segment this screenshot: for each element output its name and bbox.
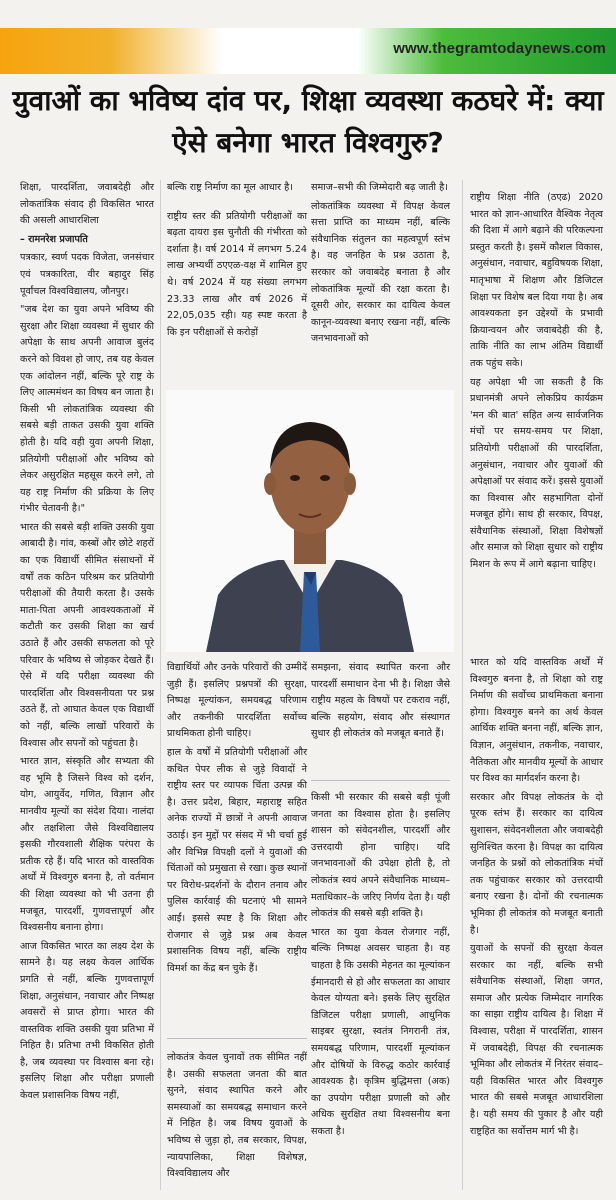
paragraph: राष्ट्रीय स्तर की प्रतियोगी परीक्षाओं का बढ़ता दायरा इस चुनौती की गंभीरता को दर्शाता है। वर्ष 2014 में लगभग 5.24 लाख अभ्यर्थी ठएएळ-वक्ष में शामिल हुए थे। वर्ष 2024 में यह संख्या लगभग 23.33 लाख और वर्ष 2026 में 22,05,035 रही। यह स्पष्ट करता है कि इन परीक्षाओं से करोड़ों xyxy=(167,210,307,338)
column-rule xyxy=(462,180,463,1190)
paragraph: विद्यार्थियों और उनके परिवारों की उम्मीदें जुड़ी हैं। इसलिए प्रश्नपत्रों की सुरक्षा, निष्पक्ष मूल्यांकन, समयबद्ध परिणाम और तकनीकी पारदर्शिता सर्वोच्च प्राथमिकता होनी चाहिए। xyxy=(167,662,307,740)
paragraph: समाज–सभी की जिम्मेदारी बढ़ जाती है। xyxy=(311,182,448,193)
paragraph: भारत का युवा केवल रोजगार नहीं, बल्कि निष्पक्ष अवसर चाहता है। वह चाहता है कि उसकी मेहनत का मूल्यांकन ईमानदारी से हो और सफलता का आधार केवल योग्यता बने। इसके लिए सुरक्षित डिजिटल परीक्षा प्रणाली, आधुनिक साइबर सुरक्षा, स्वतंत्र निगरानी तंत्र, समयबद्ध परिणाम, पारदर्शी मूल्यांकन और दोषियों के विरुद्ध कठोर कार्रवाई आवश्यक है। कृत्रिम बुद्धिमत्ता (अक) का उपयोग परीक्षा प्रणाली को और अधिक सुरक्षित तथा विश्वसनीय बना सकता है। xyxy=(311,926,450,1137)
column-3-top xyxy=(311,180,450,350)
portrait-photo-icon xyxy=(166,390,454,652)
paragraph: भारत को यदि वास्तविक अर्थों में विश्वगुरु बनना है, तो शिक्षा को राष्ट्र निर्माण की सर्वोच्च प्राथमिकता बनाना होगा। विश्वगुरु बनने का अर्थ केवल आर्थिक शक्ति बनना नहीं, बल्कि ज्ञान, विज्ञान, अनुसंधान, तकनीक, नवाचार, नैतिकता और मानवीय मूल्यों के आधार पर विश्व का मार्गदर्शन करना है। xyxy=(470,657,603,785)
divider xyxy=(167,1038,307,1039)
masthead-band xyxy=(0,0,616,76)
author-info: पत्रकार, स्वर्ण पदक विजेता, जनसंचार एवं पत्रकारिता, वीर बहादुर सिंह पूर्वांचल विश्वविद्यालय, जौनपुर। xyxy=(20,252,154,297)
paragraph: सरकार और विपक्ष लोकतंत्र के दो पूरक स्तंभ हैं। सरकार का दायित्व सुशासन, संवेदनशीलता और जवाबदेही सुनिश्चित करना है। विपक्ष का दायित्व जनहित के प्रश्नों को लोकतांत्रिक मंचों तक पहुंचाकर सरकार को उत्तरदायी बनाए रखना है। दोनों की रचनात्मक भूमिका ही लोकतंत्र को मजबूत बनाती है। xyxy=(470,791,603,936)
author-byline: – रामनरेश प्रजापति xyxy=(20,233,88,245)
column-1 xyxy=(20,180,154,1107)
paragraph: लोकतंत्र केवल चुनावों तक सीमित नहीं है। उसकी सफलता जनता की बात सुनने, संवाद स्थापित करने और समस्याओं का समयबद्ध समाधान करने में निहित है। जब विषय युवाओं के भविष्य से जुड़ा हो, तब सरकार, विपक्ष, न्यायपालिका, शिक्षा विशेषज्ञ, विश्वविद्यालय और xyxy=(167,1052,307,1180)
site-url[interactable]: www.thegramtodaynews.com xyxy=(393,40,606,57)
divider xyxy=(311,780,450,781)
paragraph: हाल के वर्षों में प्रतियोगी परीक्षाओं और कथित पेपर लीक से जुड़े विवादों ने राष्ट्रीय स्तर पर व्यापक चिंता उत्पन्न की है। उत्तर प्रदेश, बिहार, महाराष्ट्र सहित अनेक राज्यों में छात्रों ने अपनी आवाज उठाई। इन मुद्दों पर संसद में भी चर्चा हुई और विभिन्न विपक्षी दलों ने युवाओं की चिंताओं को प्रमुखता से रखा। कुछ स्थानों पर विरोध-प्रदर्शनों के दौरान तनाव और पुलिस कार्रवाई की घटनाएं भी सामने आईं। इससे स्पष्ट है कि शिक्षा और रोजगार से जुड़े प्रश्न अब केवल प्रशासनिक विषय नहीं, बल्कि राष्ट्रीय विमर्श का केंद्र बन चुके हैं। xyxy=(167,746,307,974)
paragraph: भारत ज्ञान, संस्कृति और सभ्यता की वह भूमि है जिसने विश्व को दर्शन, योग, आयुर्वेद, गणित, विज्ञान और मानवीय मूल्यों का संदेश दिया। नालंदा और तक्षशिला जैसे विश्वविद्यालय इसकी गौरवशाली शैक्षिक परंपरा के प्रतीक रहे हैं। यदि भारत को वास्तविक अर्थों में विश्वगुरु बनना है, तो वर्तमान की शिक्षा व्यवस्था को भी उतना ही मजबूत, पारदर्शी, गुणवत्तापूर्ण और विश्वसनीय बनाना होगा। xyxy=(20,756,154,934)
paragraph: भारत की सबसे बड़ी शक्ति उसकी युवा आबादी है। गांव, कस्बों और छोटे शहरों का एक विद्यार्थी सीमित संसाधनों में वर्षों तक कठिन परिश्रम कर प्रतियोगी परीक्षाओं की तैयारी करता है। उसके माता-पिता अपनी आवश्यकताओं में कटौती कर उसकी शिक्षा का खर्च उठाते हैं और उसकी सफलता को पूरे परिवार के भविष्य से जोड़कर देखते हैं। ऐसे में यदि परीक्षा व्यवस्था की पारदर्शिता और विश्वसनीयता पर प्रश्न उठते हैं, तो आघात केवल एक विद्यार्थी को नहीं, बल्कि लाखों परिवारों के विश्वास और सपनों को पहुंचता है। xyxy=(20,521,154,749)
column-3-middle xyxy=(311,660,450,745)
author-photo xyxy=(166,390,454,652)
paragraph: बल्कि राष्ट्र निर्माण का मूल आधार है। xyxy=(167,182,293,193)
column-2-top xyxy=(167,180,307,343)
column-4-bottom xyxy=(470,655,603,1142)
column-3-bottom xyxy=(311,790,450,1142)
paragraph: लोकतांत्रिक व्यवस्था में विपक्ष केवल सत्ता प्राप्ति का माध्यम नहीं, बल्कि संवैधानिक संतुलन का महत्वपूर्ण स्तंभ है। वह जनहित के प्रश्न उठाता है, सरकार को जवाबदेह बनाता है और लोकतांत्रिक मूल्यों की रक्षा करता है। दूसरी ओर, सरकार का दायित्व केवल कानून-व्यवस्था बनाए रखना नहीं, बल्कि जनभावनाओं को xyxy=(311,200,450,345)
column-4-top xyxy=(470,190,603,576)
intro-text: शिक्षा, पारदर्शिता, जवाबदेही और लोकतांत्रिक संवाद ही विकसित भारत की असली आधारशिला xyxy=(20,182,154,227)
column-rule xyxy=(160,180,161,1190)
headline: युवाओं का भविष्य दांव पर, शिक्षा व्यवस्था कठघरे में: क्या ऐसे बनेगा भारत विश्वगुरु? xyxy=(12,84,604,159)
column-2-end xyxy=(167,1050,307,1185)
paragraph: किसी भी सरकार की सबसे बड़ी पूंजी जनता का विश्वास होता है। इसलिए शासन को संवेदनशील, पारदर्शी और उत्तरदायी होना चाहिए। यदि जनभावनाओं की उपेक्षा होती है, तो लोकतंत्र स्वयं अपने संवैधानिक माध्यम–मताधिकार–के जरिए निर्णय देता है। यही लोकतंत्र की सबसे बड़ी शक्ति है। xyxy=(311,792,450,920)
paragraph: आज विकसित भारत का लक्ष्य देश के सामने है। यह लक्ष्य केवल आर्थिक प्रगति से नहीं, बल्कि गुणवत्तापूर्ण शिक्षा, अनुसंधान, नवाचार और निष्पक्ष अवसरों से प्राप्त होगा। भारत की वास्तविक शक्ति उसकी युवा प्रतिभा में निहित है। प्रतिभा तभी विकसित होती है, जब व्यवस्था पर विश्वास बना रहे। इसलिए शिक्षा और परीक्षा प्रणाली केवल प्रशासनिक विषय नहीं, xyxy=(20,940,154,1102)
paragraph: यह अपेक्षा भी जा सकती है कि प्रधानमंत्री अपने लोकप्रिय कार्यक्रम 'मन की बात' सहित अन्य सार्वजनिक मंचों पर समय-समय पर शिक्षा, प्रतियोगी परीक्षाओं की पारदर्शिता, अनुसंधान, नवाचार और युवाओं की अपेक्षाओं पर संवाद करें। इससे युवाओं का विश्वास और सहभागिता दोनों मजबूत होंगे। साथ ही सरकार, विपक्ष, संवैधानिक संस्थाओं, शिक्षा विशेषज्ञों और समाज को शिक्षा सुधार को राष्ट्रीय मिशन के रूप में आगे बढ़ाना चाहिए। xyxy=(470,376,603,571)
paragraph: समझना, संवाद स्थापित करना और पारदर्शी समाधान देना भी है। शिक्षा जैसे राष्ट्रीय महत्व के विषयों पर टकराव नहीं, बल्कि सहयोग, संवाद और संस्थागत सुधार ही लोकतंत्र को मजबूत बनाते हैं। xyxy=(311,662,450,740)
quote-paragraph: "जब देश का युवा अपने भविष्य की सुरक्षा और शिक्षा व्यवस्था में सुधार की अपेक्षा के साथ अपनी आवाज बुलंद करने को विवश हो जाए, तब यह केवल एक आंदोलन नहीं, बल्कि पूरे राष्ट्र के लिए आत्ममंथन का विषय बन जाता है। किसी भी लोकतांत्रिक व्यवस्था की सबसे बड़ी ताकत उसकी युवा शक्ति होती है। यदि वही युवा अपनी शिक्षा, प्रतियोगी परीक्षाओं और भविष्य को लेकर असुरक्षित महसूस करने लगे, तो यह राष्ट्र निर्माण की प्रक्रिया के लिए गंभीर चेतावनी है।" xyxy=(20,304,154,515)
paragraph: राष्ट्रीय शिक्षा नीति (ठएढ) 2020 भारत को ज्ञान-आधारित वैश्विक नेतृत्व की दिशा में आगे बढ़ाने की परिकल्पना प्रस्तुत करती है। इसमें कौशल विकास, अनुसंधान, नवाचार, बहुविषयक शिक्षा, मातृभाषा में शिक्षण और डिजिटल शिक्षा पर विशेष बल दिया गया है। अब आवश्यकता इन उद्देश्यों के प्रभावी क्रियान्वयन और जवाबदेही की है, ताकि नीति का लाभ अंतिम विद्यार्थी तक पहुंच सके। xyxy=(470,192,603,369)
paragraph: युवाओं के सपनों की सुरक्षा केवल सरकार का नहीं, बल्कि सभी संवैधानिक संस्थाओं, शिक्षा जगत, समाज और प्रत्येक जिम्मेदार नागरिक का साझा राष्ट्रीय दायित्व है। शिक्षा में विश्वास, परीक्षा में पारदर्शिता, शासन में जवाबदेही, विपक्ष की रचनात्मक भूमिका और लोकतंत्र में निरंतर संवाद–यही विकसित भारत और विश्वगुरु भारत की सबसे मजबूत आधारशिला है। यही समय की पुकार है और यही राष्ट्रहित का सर्वोत्तम मार्ग भी है। xyxy=(470,943,603,1137)
column-2-bottom xyxy=(167,660,307,979)
